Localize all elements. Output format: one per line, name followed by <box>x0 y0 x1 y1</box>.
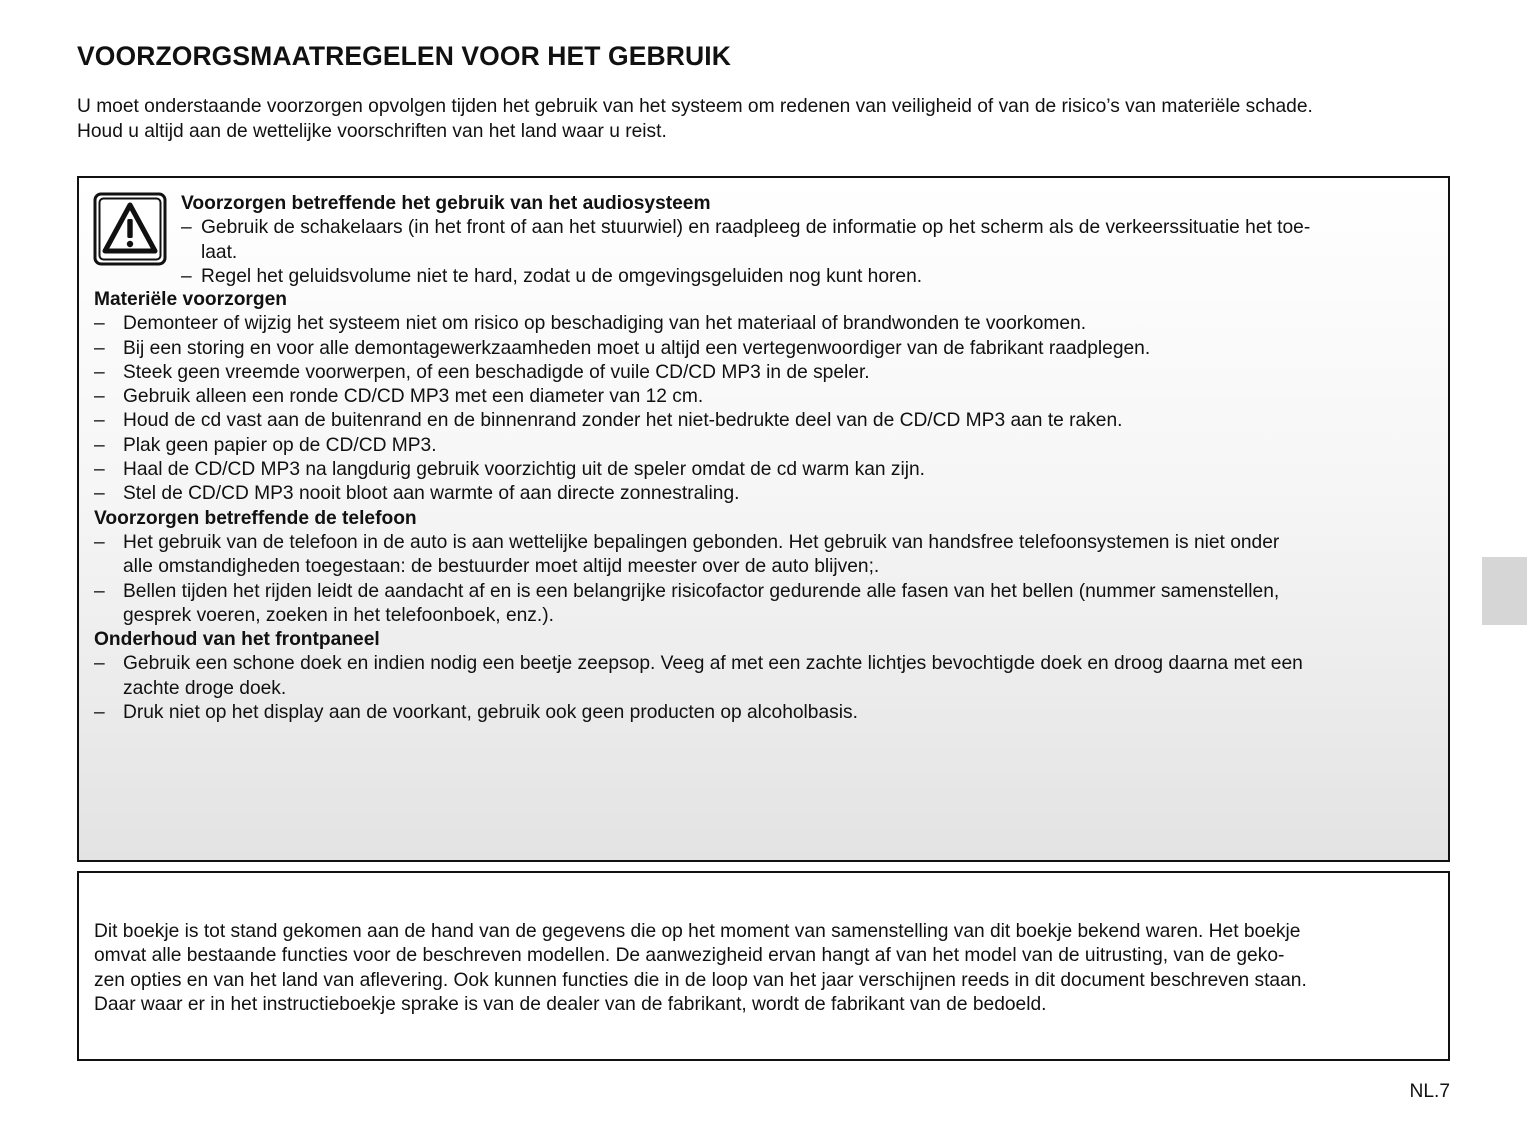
list-item <box>94 409 1436 433</box>
list-item <box>94 361 1436 385</box>
phone-heading: Voorzorgen betreffende de telefoon <box>94 507 417 529</box>
dash: – <box>94 702 105 724</box>
info-paragraph <box>94 920 1439 1017</box>
audio-heading: Voorzorgen betreffende het gebruik van het audiosysteem <box>181 193 711 214</box>
list-item-text: Stel de CD/CD MP3 nooit bloot aan warmte of aan directe zonnestraling. <box>123 483 740 505</box>
list-item-text: alle omstandigheden toegestaan: de bestuurder moet altijd meester over de auto blijven;. <box>123 556 880 578</box>
list-item <box>94 701 1436 725</box>
dash: – <box>94 410 105 432</box>
list-item <box>94 312 1436 336</box>
info-box <box>77 871 1450 1061</box>
dash: – <box>94 580 105 602</box>
dash: – <box>94 313 105 335</box>
list-item-text: gesprek voeren, zoeken in het telefoonboek, enz.). <box>123 604 554 626</box>
dash: – <box>94 386 105 408</box>
list-item-text: Bellen tijden het rijden leidt de aandacht af en is een belangrijke risicofactor gedurende alle fasen van het bellen (nummer samenstellen, <box>123 580 1280 602</box>
list-item-text: Het gebruik van de telefoon in de auto is aan wettelijke bepalingen gebonden. Het gebruik van handsfree telefoonsystemen is niet onder <box>123 531 1280 553</box>
info-line: zen opties en van het land van aflevering. Ook kunnen functies die in de loop van het jaar verschijnen reeds in dit document beschreven staan. <box>94 969 1307 991</box>
dash: – <box>94 459 105 481</box>
list-item <box>181 265 1436 289</box>
lower-precautions <box>94 288 1436 725</box>
dash: – <box>94 361 105 383</box>
page-number: NL.7 <box>1409 1081 1450 1102</box>
list-item-text: Haal de CD/CD MP3 na langdurig gebruik voorzichtig uit de speler omdat de cd warm kan zijn. <box>123 459 925 481</box>
list-item-text: Houd de cd vast aan de buitenrand en de binnenrand zonder het niet-bedrukte deel van de CD/CD MP3 aan te raken. <box>123 410 1123 432</box>
material-heading: Materiële voorzorgen <box>94 289 287 310</box>
section-tab-marker <box>1482 557 1527 625</box>
list-item <box>94 580 1436 629</box>
info-line: omvat alle bestaande functies voor de beschreven modellen. De aanwezigheid ervan hangt af van het model van de uitrusting, van de geko- <box>94 945 1285 967</box>
list-item-text: Gebruik een schone doek en indien nodig een beetje zeepsop. Veeg af met een zachte lichtjes bevochtigde doek en droog daarna met een <box>123 653 1303 675</box>
list-item-text: Plak geen papier op de CD/CD MP3. <box>123 434 437 456</box>
dash: – <box>94 531 105 553</box>
dash: – <box>94 434 105 456</box>
dash: – <box>181 217 192 239</box>
list-item <box>94 482 1436 506</box>
dash: – <box>94 653 105 675</box>
list-item-text: Gebruik alleen een ronde CD/CD MP3 met een diameter van 12 cm. <box>123 386 704 408</box>
list-item-text: Steek geen vreemde voorwerpen, of een beschadigde of vuile CD/CD MP3 in de speler. <box>123 361 870 383</box>
panel-heading: Onderhoud van het frontpaneel <box>94 629 380 651</box>
list-item <box>94 531 1436 580</box>
list-item-text: Druk niet op het display aan de voorkant, gebruik ook geen producten op alcoholbasis. <box>123 702 858 724</box>
list-item-text: Regel het geluidsvolume niet te hard, zodat u de omgevingsgeluiden nog kunt horen. <box>201 265 923 287</box>
intro-line: Houd u altijd aan de wettelijke voorschriften van het land waar u reist. <box>77 120 667 142</box>
list-item-text: Bij een storing en voor alle demontagewerkzaamheden moet u altijd een vertegenwoordiger van de fabrikant raadplegen. <box>123 337 1151 359</box>
list-item-text: Demonteer of wijzig het systeem niet om risico op beschadiging van het materiaal of brandwonden te voorkomen. <box>123 313 1087 335</box>
list-item <box>94 652 1436 701</box>
info-line: Daar waar er in het instructieboekje sprake is van de dealer van de fabrikant, wordt de fabrikant van de bedoeld. <box>94 993 1047 1015</box>
list-item <box>94 458 1436 482</box>
warning-triangle-icon <box>93 192 167 266</box>
list-item <box>94 434 1436 458</box>
dash: – <box>181 265 192 287</box>
list-item <box>181 216 1436 265</box>
audio-precautions-section <box>181 192 1436 289</box>
warning-box <box>77 176 1450 862</box>
intro-paragraph <box>77 95 1467 144</box>
list-item-text: laat. <box>201 241 238 263</box>
list-item-text: Gebruik de schakelaars (in het front of aan het stuurwiel) en raadpleeg de informatie op het scherm als de verkeerssituatie het toe- <box>201 217 1311 239</box>
list-item <box>94 337 1436 361</box>
list-item-text: zachte droge doek. <box>123 677 287 699</box>
page-title: VOORZORGSMAATREGELEN VOOR HET GEBRUIK <box>77 41 731 71</box>
intro-line: U moet onderstaande voorzorgen opvolgen tijden het gebruik van het systeem om redenen van veiligheid of van de risico’s van materiële schade. <box>77 96 1313 117</box>
info-line: Dit boekje is tot stand gekomen aan de hand van de gegevens die op het moment van samenstelling van dit boekje bekend waren. Het boekje <box>94 921 1301 942</box>
list-item <box>94 385 1436 409</box>
dash: – <box>94 483 105 505</box>
dash: – <box>94 337 105 359</box>
